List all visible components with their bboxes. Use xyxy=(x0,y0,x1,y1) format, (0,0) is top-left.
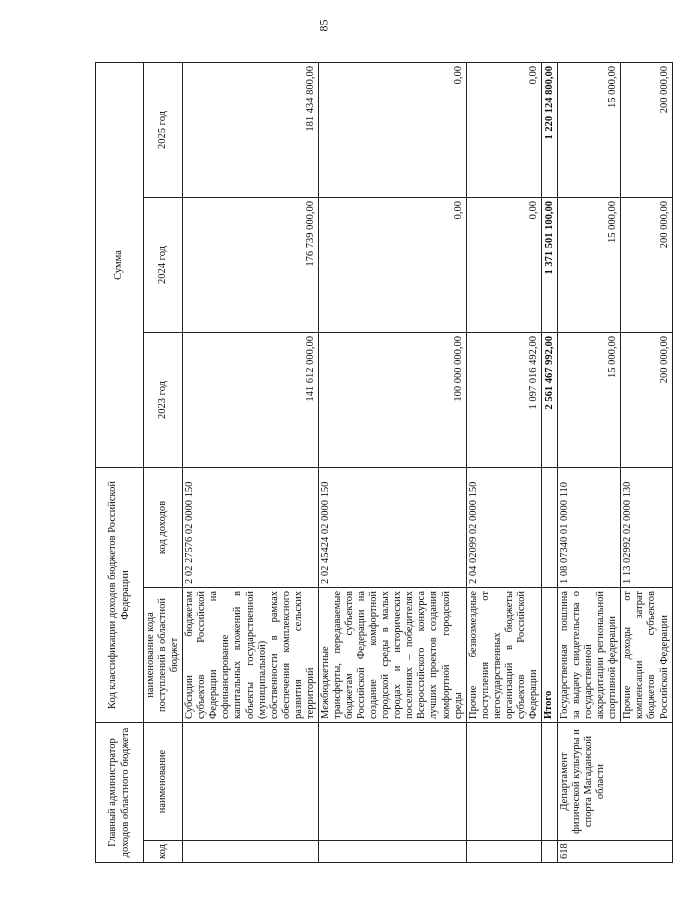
header-2023: 2023 год xyxy=(144,332,183,467)
cell-2023: 100 000 000,00 xyxy=(318,332,466,467)
cell-desc: Прочие безвозмездные поступления от негосударственных организаций в бюджеты субъектов Российской Федерации xyxy=(466,588,541,723)
table-row xyxy=(318,62,466,862)
page-number: 85 xyxy=(316,19,331,32)
header-row-1 xyxy=(96,62,144,862)
cell-2023: 2 561 467 992,00 xyxy=(542,332,558,467)
cell-2024: 15 000,00 xyxy=(558,197,621,332)
cell-2025: 15 000,00 xyxy=(558,62,621,197)
cell-2025: 0,00 xyxy=(318,62,466,197)
cell-2023: 15 000,00 xyxy=(558,332,621,467)
header-kod-dohodov: код доходов xyxy=(144,467,183,587)
cell-2025: 181 434 800,00 xyxy=(183,62,319,197)
cell-name: Департамент физической культуры и спорта Магаданской области xyxy=(558,723,673,841)
cell-desc: Субсидии бюджетам субъектов Российской Федерации на софинансирование капитальных вложений в объекты государственной (муниципальной) собственности в рамках обеспечения комплексного развития сельских территорий xyxy=(183,588,319,723)
header-2024: 2024 год xyxy=(144,197,183,332)
cell-name xyxy=(466,723,541,841)
table-row xyxy=(466,62,541,862)
cell-2024: 200 000,00 xyxy=(621,197,672,332)
cell-name xyxy=(183,723,319,841)
cell-2024: 1 371 501 100,00 xyxy=(542,197,558,332)
cell-desc: Прочие доходы от компенсации затрат бюджетов субъектов Российской Федерации xyxy=(621,588,672,723)
cell-2025: 0,00 xyxy=(466,62,541,197)
header-kod: код xyxy=(144,841,183,863)
cell-2024: 0,00 xyxy=(466,197,541,332)
table-row xyxy=(183,62,319,862)
cell-2023: 200 000,00 xyxy=(621,332,672,467)
cell-name xyxy=(542,723,558,841)
cell-code xyxy=(542,467,558,587)
cell-code: 2 02 45424 02 0000 150 xyxy=(318,467,466,587)
cell-kod: 618 xyxy=(558,841,673,863)
header-row-2 xyxy=(144,62,183,862)
header-code-class: Код классификации доходов бюджетов Российской Федерации xyxy=(96,467,144,722)
header-naim-kod: наименование кода поступлений в областной бюджет xyxy=(144,588,183,723)
cell-code: 1 08 07340 01 0000 110 xyxy=(558,467,621,587)
cell-name xyxy=(318,723,466,841)
cell-2025: 1 220 124 800,00 xyxy=(542,62,558,197)
rotated-table-container xyxy=(95,63,670,863)
table-row xyxy=(558,62,621,862)
header-sum: Сумма xyxy=(96,62,144,467)
header-admin: Главный администратор доходов областного бюджета xyxy=(96,723,144,863)
cell-kod xyxy=(318,841,466,863)
cell-code: 2 02 27576 02 0000 150 xyxy=(183,467,319,587)
total-row xyxy=(542,62,558,862)
cell-code: 2 04 02099 02 0000 150 xyxy=(466,467,541,587)
header-naim: наименование xyxy=(144,723,183,841)
cell-2025: 200 000,00 xyxy=(621,62,672,197)
revenue-table xyxy=(95,62,673,863)
cell-kod xyxy=(183,841,319,863)
cell-kod xyxy=(466,841,541,863)
cell-code: 1 13 02992 02 0000 130 xyxy=(621,467,672,587)
cell-kod xyxy=(542,841,558,863)
cell-total-label: Итого xyxy=(542,588,558,723)
cell-2023: 141 612 000,00 xyxy=(183,332,319,467)
header-2025: 2025 год xyxy=(144,62,183,197)
cell-desc: Межбюджетные трансферты, передаваемые бюджетам субъектов Российской Федерации на создание комфортной городской среды в малых городах и исторических поселениях – победителях Всероссийского конкурса лучших проектов создания комфортной городской среды xyxy=(318,588,466,723)
cell-desc: Государственная пошлина за выдачу свидетельства о государственной аккредитации региональной спортивной федерации xyxy=(558,588,621,723)
cell-2024: 176 739 000,00 xyxy=(183,197,319,332)
cell-2023: 1 097 016 492,00 xyxy=(466,332,541,467)
cell-2024: 0,00 xyxy=(318,197,466,332)
